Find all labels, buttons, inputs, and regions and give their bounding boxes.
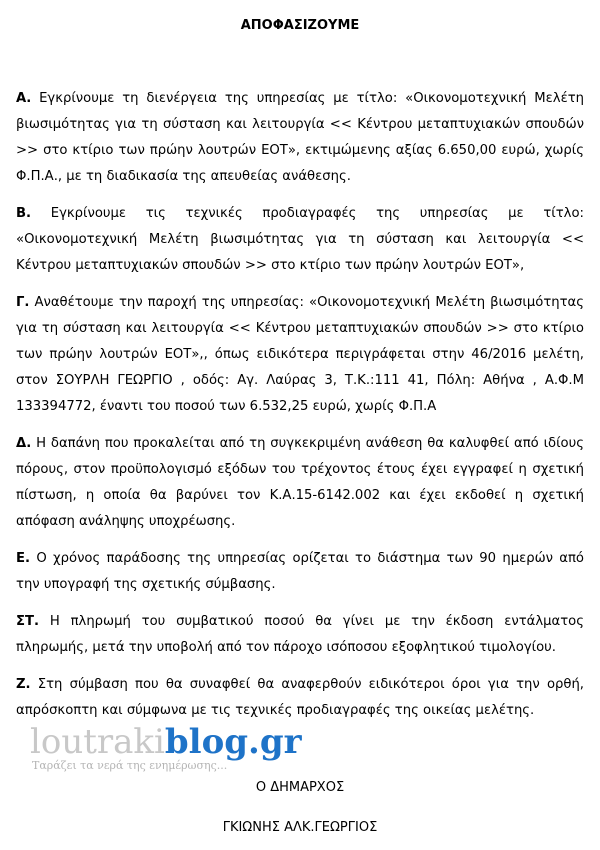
site-watermark [30, 722, 300, 782]
clause-letter: ΣΤ. [16, 614, 40, 629]
clause-letter: Β. [16, 206, 32, 221]
clause-text: Η πληρωμή του συμβατικού ποσού θα γίνει με την έκδοση εντάλματος πληρωμής, μετά την υποβολή από τον πάροχο ισόποσου εξοφλητικού τιμολογίου. [16, 614, 584, 655]
watermark-brand-blue: blog.gr [164, 722, 302, 762]
clause-text: Εγκρίνουμε τις τεχνικές προδιαγραφές της υπηρεσίας με τίτλο: «Οικονομοτεχνική Μελέτη βιωσιμότητας για τη σύσταση και λειτουργία << Κέντρου μεταπτυχιακών σπουδών >> στο κτίριο των πρώην λουτρών ΕΟΤ», [16, 206, 584, 273]
signature-role: Ο ΔΗΜΑΡΧΟΣ [255, 780, 345, 795]
clause-letter: Δ. [16, 436, 32, 451]
watermark-logo [30, 722, 302, 762]
clause-text: Αναθέτουμε την παροχή της υπηρεσίας: «Οικονομοτεχνική Μελέτη βιωσιμότητας για τη σύσταση και λειτουργία << Κέντρου μεταπτυχιακών σπουδών >> στο κτίριο των πρώην λουτρών ΕΟΤ»,, όπως ειδικότερα περιγράφεται στην 46/2016 μελέτη, στον ΣΟΥΡΛΗ ΓΕΩΡΓΙΟ , οδός: Αγ. Λαύρας 3, Τ.Κ.:111 41, Πόλη: Αθήνα , Α.Φ.Μ 133394772, έναντι του ποσού των 6.532,25 ευρώ, χωρίς Φ.Π.Α [16, 295, 584, 414]
watermark-tagline: Ταράζει τα νερά της ενημέρωσης... [32, 759, 228, 772]
clause-letter: Γ. [16, 295, 30, 310]
clause-text: Ο χρόνος παράδοσης της υπηρεσίας ορίζεται το διάστημα των 90 ημερών από την υπογραφή της σχετικής σύμβασης. [16, 551, 584, 592]
watermark-brand-grey: loutraki [30, 722, 165, 762]
clause-a [16, 86, 584, 190]
clause-text: Η δαπάνη που προκαλείται από τη συγκεκριμένη ανάθεση θα καλυφθεί από ιδίους πόρους, στον προϋπολογισμό εξόδων του τρέχοντος έτους έχει εγγραφεί η σχετική πίστωση, η οποία θα βαρύνει τον Κ.Α.15-6142.002 και έχει εκδοθεί η σχετική απόφαση ανάληψης υποχρέωσης. [16, 436, 584, 529]
clause-text: Εγκρίνουμε τη διενέργεια της υπηρεσίας με τίτλο: «Οικονομοτεχνική Μελέτη βιωσιμότητας για τη σύσταση και λειτουργία << Κέντρου μεταπτυχιακών σπουδών >> στο κτίριο των πρώην λουτρών ΕΟΤ», εκτιμώμενης αξίας 6.650,00 ευρώ, χωρίς Φ.Π.Α., με τη διαδικασία της απευθείας ανάθεσης. [16, 91, 584, 184]
clause-text: Στη σύμβαση που θα συναφθεί θα αναφερθούν ειδικότεροι όροι για την ορθή, απρόσκοπτη και σύμφωνα με τις τεχνικές προδιαγραφές της οικείας μελέτης. [16, 677, 584, 718]
clause-letter: Α. [16, 91, 32, 106]
document-title: ΑΠΟΦΑΣΙΖΟΥΜΕ [240, 18, 360, 33]
clause-e [16, 546, 584, 598]
clause-d [16, 431, 584, 535]
clause-b [16, 201, 584, 279]
clause-z [16, 672, 584, 724]
signature-name: ΓΚΙΩΝΗΣ ΑΛΚ.ΓΕΩΡΓΙΟΣ [222, 820, 378, 835]
clause-letter: Ζ. [16, 677, 31, 692]
decision-clauses [16, 86, 584, 735]
clause-st [16, 609, 584, 661]
clause-letter: Ε. [16, 551, 31, 566]
clause-c [16, 290, 584, 420]
